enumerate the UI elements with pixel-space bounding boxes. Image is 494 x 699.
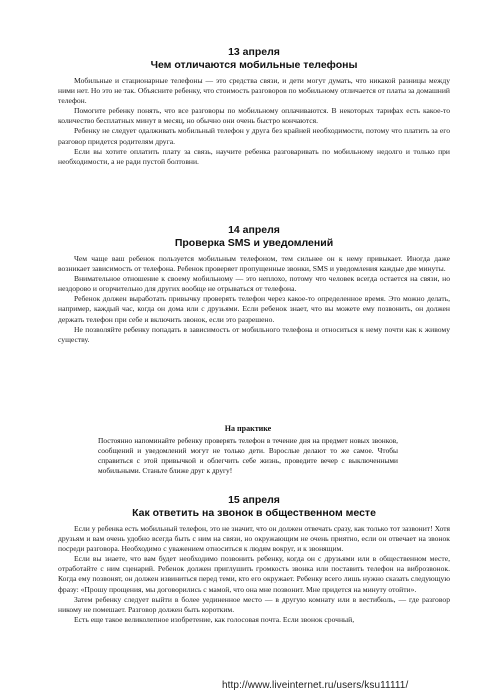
section-title: Чем отличаются мобильные телефоны (150, 59, 358, 71)
practice-title: На практике (224, 424, 272, 433)
section-april-15 (58, 494, 450, 625)
footer-url: http://www.liveinternet.ru/users/ksu11111/ (222, 680, 409, 691)
paragraph: Чем чаще ваш ребенок пользуется мобильным телефоном, тем сильнее он к нему привыкает. Иногда даже возникает зависимость от телефона. Ребенок проверяет пропущенные звонки, SMS и уведомления каждые две минуты. (58, 254, 450, 274)
paragraph: Если у ребенка есть мобильный телефон, это не значит, что он должен отвечать сразу, как только тот зазвонит! Хотя друзьям и вам очень удобно всегда быть с ним на связи, но окружающим не очень приятно, если он отвечает на звонок посреди разговора. Необходимо с уважением относиться к людям вокруг, и к звонящим. (58, 524, 450, 554)
paragraph: Ребенку не следует одалживать мобильный телефон у друга без крайней необходимости, потому что платить за его разговор придется родителям друга. (58, 126, 450, 146)
section-april-14 (58, 224, 450, 345)
section-april-13 (58, 46, 450, 167)
paragraph: Есть еще такое великолепное изобретение, как голосовая почта. Если звонок срочный, (74, 614, 355, 624)
paragraph: Ребенок должен выработать привычку проверять телефон через какое-то определенное время. Это можно делать, например, каждый час, когда он дома или с друзьями. Если ребенок знает, что вы можете ему позвонить, он должен держать телефон при себе и включить звонок, если это разрешено. (58, 294, 450, 324)
practice-text: Постоянно напоминайте ребенку проверять телефон в течение дня на предмет новых звонков, сообщений и уведомлений могут не только дети. Взрослые делают то же самое. Чтобы справиться с этой привычкой и облегчить себе жизнь, проведите вечер с выключенными мобильными. Станьте ближе друг к другу! (98, 436, 398, 475)
section-title: Как ответить на звонок в общественном месте (132, 507, 376, 519)
paragraph: Помогите ребенку понять, что все разговоры по мобильному оплачиваются. В некоторых тарифах есть какое-то количество бесплатных минут в месяц, но обычно они очень быстро кончаются. (58, 106, 450, 126)
section-date: 15 апреля (228, 494, 280, 506)
paragraph: Если вы знаете, что вам будет необходимо позвонить ребенку, когда он с друзьями или в общественном месте, отработайте с ним сценарий. Ребенок должен приглушить громкость звонка или поставить телефон на виброзвонок. Когда ему позвонят, он должен извиниться перед теми, кто его окружает. Ребенку всего лишь нужно сказать следующую фразу: «Прошу прощения, мы договорились с мамой, что она мне позвонит. Мне придется на минуту отойти». (58, 554, 450, 594)
practice-box (98, 424, 398, 476)
paragraph: Если вы хотите оплатить плату за связь, научите ребенка разговаривать по мобильному недолго и только при необходимости, а не ради пустой болтовни. (58, 146, 450, 166)
section-date: 14 апреля (228, 224, 280, 236)
section-title: Проверка SMS и уведомлений (174, 237, 334, 249)
paragraph: Мобильные и стационарные телефоны — это средства связи, и дети могут думать, что никакой разницы между ними нет. Но это не так. Объясните ребенку, что стоимость разговоров по мобильному отличается от платы за домашний телефон. (58, 76, 450, 106)
section-date: 13 апреля (228, 46, 280, 58)
paragraph: Внимательное отношение к своему мобильному — это неплохо, потому что человек всегда остается на связи, но нездорово и огорчительно для других вообще не отрываться от телефона. (58, 274, 450, 294)
paragraph: Не позволяйте ребенку попадать в зависимость от мобильного телефона и относиться к нему почти как к живому существу. (58, 324, 450, 344)
paragraph: Затем ребенку следует выйти в более уединенное место — в другую комнату или в вестибюль, — где разговор никому не помешает. Разговор должен быть коротким. (58, 594, 450, 614)
